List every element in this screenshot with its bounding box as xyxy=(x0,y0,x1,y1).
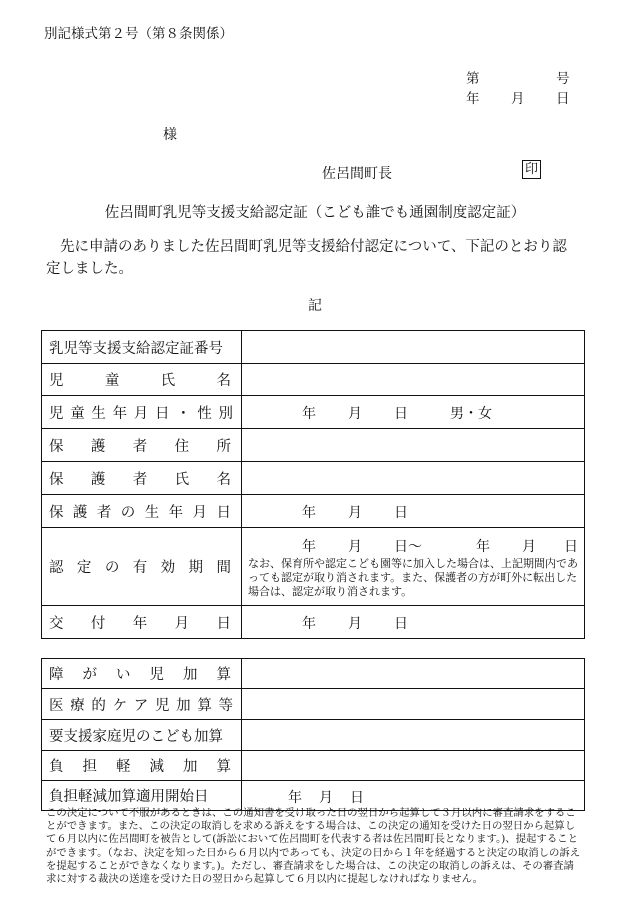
support-family-value xyxy=(242,720,585,751)
table-row xyxy=(42,396,585,429)
recipient-suffix: 様 xyxy=(163,127,177,143)
cert-number-label: 乳児等支援支給認定証番号 xyxy=(42,331,242,364)
number-go: 号 xyxy=(556,71,570,87)
table-row xyxy=(42,751,585,781)
document-title: 佐呂間町乳児等支援支給認定証（こども誰でも通園制度認定証） xyxy=(104,205,526,221)
table-row xyxy=(42,659,585,689)
child-name-label: 児 童 氏 名 xyxy=(42,364,242,396)
medical-care-value xyxy=(242,689,585,720)
addition-table xyxy=(41,658,585,811)
appeal-footnote: この決定について不服があるときは、この通知書を受け取った日の翌日から起算して３月以内に審査請求をすることができます。また、この決定の取消しを求める訴えをする場合は、この決定の通知を受けた日の翌日から起算して６月以内に佐呂間町を被告として(訴訟において佐呂間町を代表する者は佐呂間町長となります。)、提起することができます。（なお、決定を知った日から６月以内であっても、決定の日から１年を経過すると決定の取消しの訴えを提起することができなくなります。)。ただし、審査請求をした場合は、この決定の取消しの訴えは、その審査請求に対する裁決の送達を受けた日の翌日から起算して６月以内に提起しなければなりません。 xyxy=(46,807,581,886)
table-row xyxy=(42,364,585,396)
ki-heading: 記 xyxy=(308,298,322,314)
validity-label: 認 定 の 有 効 期 間 xyxy=(42,528,242,606)
table-row xyxy=(42,429,585,462)
child-birth-label: 児 童 生 年 月 日 ・ 性 別 xyxy=(42,396,242,429)
burden-start-label: 負担軽減加算適用開始日 xyxy=(42,781,242,811)
burden-reduction-value xyxy=(242,751,585,781)
table-row xyxy=(42,781,585,811)
table-row xyxy=(42,495,585,528)
issue-date-label: 交 付 年 月 日 xyxy=(42,606,242,639)
table-row xyxy=(42,331,585,364)
issue-date-day: 日 xyxy=(556,91,570,107)
guardian-birth-value: 年 月 日 xyxy=(242,495,585,528)
disability-label: 障 が い 児 加 算 xyxy=(42,659,242,689)
issue-date-year: 年 xyxy=(466,91,480,107)
issue-date-value: 年 月 日 xyxy=(242,606,585,639)
cert-number-value xyxy=(242,331,585,364)
certification-table xyxy=(41,330,585,639)
table-row xyxy=(42,720,585,751)
child-birth-value: 年 月 日 男・女 xyxy=(242,396,585,429)
guardian-name-label: 保 護 者 氏 名 xyxy=(42,462,242,495)
table-row xyxy=(42,606,585,639)
burden-reduction-label: 負 担 軽 減 加 算 xyxy=(42,751,242,781)
guardian-name-value xyxy=(242,462,585,495)
gender-value: 男・女 xyxy=(450,406,492,422)
body-text: 先に申請のありました佐呂間町乳児等支援給付認定について、下記のとおり認定しました。 xyxy=(46,239,567,277)
issuer-name: 佐呂間町長 xyxy=(322,166,392,182)
medical-care-label: 医 療 的 ケ ア 児 加 算 等 xyxy=(42,689,242,720)
number-dai: 第 xyxy=(466,71,480,87)
support-family-label: 要支援家庭児のこども加算 xyxy=(42,720,242,751)
validity-note: なお、保育所や認定こども園等に加入した場合は、上記期間内であっても認定が取り消されます。また、保護者の方が町外に転出した場合は、認定が取り消されます。 xyxy=(248,557,578,598)
seal-mark: 印 xyxy=(522,160,541,179)
child-name-value xyxy=(242,364,585,396)
form-label: 別記様式第２号（第８条関係） xyxy=(44,26,233,42)
guardian-address-value xyxy=(242,429,585,462)
table-row xyxy=(42,528,585,606)
disability-value xyxy=(242,659,585,689)
guardian-birth-label: 保 護 者 の 生 年 月 日 xyxy=(42,495,242,528)
table-row xyxy=(42,689,585,720)
validity-value: 年 月 日〜 年 月 日 なお、保育所や認定こども園等に加入した場合は、上記期間内であっても認定が取り消されます。また、保護者の方が町外に転出した場合は、認定が取り消されます。 xyxy=(242,528,585,606)
burden-start-value: 年 月 日 xyxy=(242,781,585,811)
table-row xyxy=(42,462,585,495)
issue-date-month: 月 xyxy=(511,91,525,107)
guardian-address-label: 保 護 者 住 所 xyxy=(42,429,242,462)
